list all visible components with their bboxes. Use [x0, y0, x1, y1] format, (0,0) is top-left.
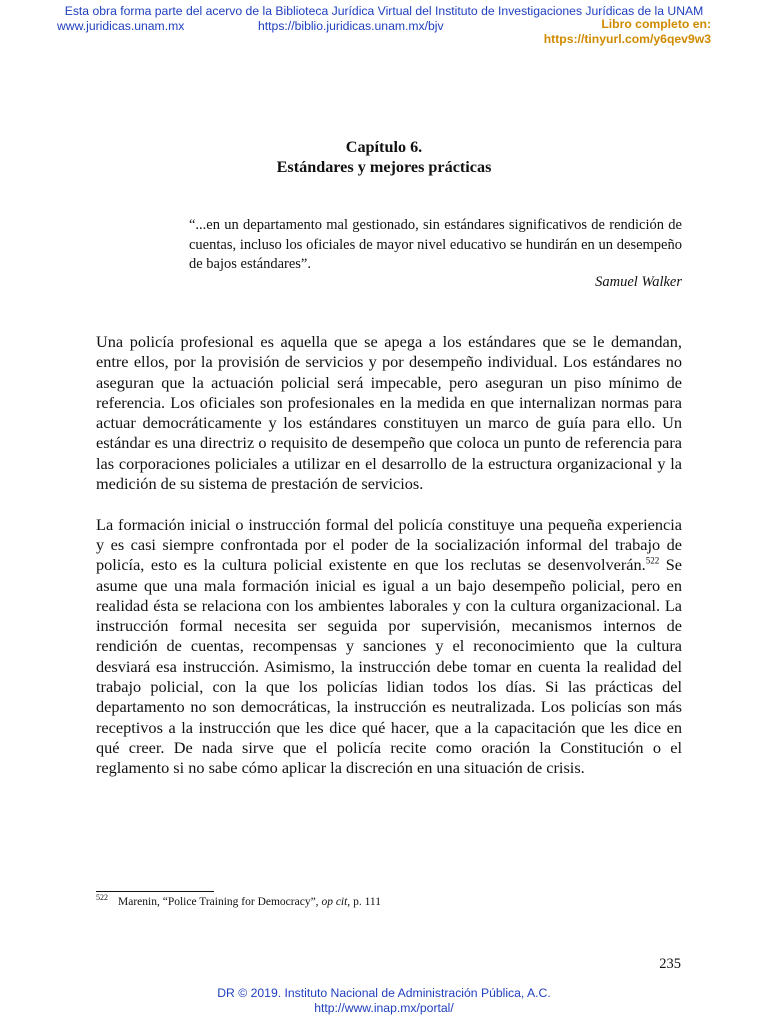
footer-copyright: DR © 2019. Instituto Nacional de Administración Pública, A.C.: [217, 986, 551, 1000]
paragraph-1: Una policía profesional es aquella que se apega a los estándares que se le demandan, entre ellos, por la provisión de servicios y por desempeño individual. Los estándares no aseguran que la actuación policial será impecable, pero aseguran un piso mínimo de referencia. Los oficiales son profesionales en la medida en que internalizan normas para actuar democráticamente y los estándares constituyen un marco de guía para ello. Un estándar es una directriz o requisito de desempeño que coloca un punto de referencia para las corporaciones policiales a utilizar en el desarrollo de la estructura organizacional y la medición de su sistema de prestación de servicios.: [96, 332, 682, 494]
library-notice: Esta obra forma parte del acervo de la Biblioteca Jurídica Virtual del Instituto de Investigaciones Jurídicas de la UNAM: [64, 4, 704, 18]
footnote-text-part-2: p. 111: [350, 896, 381, 908]
epigraph-author: Samuel Walker: [595, 274, 682, 290]
chapter-heading: [0, 137, 768, 177]
footnote-number: 522: [96, 893, 108, 903]
body-text: [96, 332, 682, 779]
footnote-text-part-1: Marenin, “Police Training for Democracy”,: [118, 896, 322, 908]
bjv-link[interactable]: https://biblio.juridicas.unam.mx/bjv: [258, 19, 444, 33]
page-footer: [0, 986, 768, 1015]
full-book-block: [544, 17, 711, 47]
full-book-label: Libro completo en:: [601, 17, 711, 31]
chapter-number: Capítulo 6.: [345, 138, 423, 156]
footnote-reference[interactable]: 522: [645, 555, 660, 566]
footer-link[interactable]: http://www.inap.mx/portal/: [314, 1000, 454, 1015]
paragraph-2-part-1: La formación inicial o instrucción formal del policía constituye una pequeña experiencia y es casi siempre confrontada por el poder de la socialización informal del trabajo de policía, esto es la cultura policial existente en que los reclutas se desenvolverán.: [96, 514, 682, 575]
epigraph-quote: “...en un departamento mal gestionado, sin estándares significativos de rendición de cuentas, incluso los oficiales de mayor nivel educativo se hundirán en un desempeño de bajos estándares”.: [189, 217, 682, 272]
juridicas-site-link[interactable]: www.juridicas.unam.mx: [57, 19, 185, 33]
footnote-text-italic: op cit,: [321, 896, 351, 908]
footnote-divider: [96, 891, 214, 892]
page-number: 235: [659, 956, 681, 972]
full-book-link[interactable]: https://tinyurl.com/y6qev9w3: [543, 32, 711, 46]
chapter-title: Estándares y mejores prácticas: [276, 158, 492, 176]
footnote: [96, 895, 381, 909]
paragraph-2: [96, 515, 682, 779]
paragraph-2-part-2: Se asume que una mala formación inicial es igual a un bajo desempeño policial, pero en realidad ésta se relaciona con los ambientes laborales y con la cultura organizacional. La instrucción formal necesita ser seguida por supervisión, mecanismos internos de rendición de cuentas, recompensas y sanciones y el reconocimiento que la cultura desviará esa instrucción. Asimismo, la instrucción debe tomar en cuenta la realidad del trabajo policial, con la que los policías lidian todos los días. Si las prácticas del departamento no son democráticas, la instrucción es neutralizada. Los policías son más receptivos a la instrucción que les dice qué hacer, que a la capacitación que les dice en qué creer. De nada sirve que el policía recite como oración la Constitución o el reglamento si no sabe cómo aplicar la discreción en una situación de crisis.: [96, 555, 682, 778]
